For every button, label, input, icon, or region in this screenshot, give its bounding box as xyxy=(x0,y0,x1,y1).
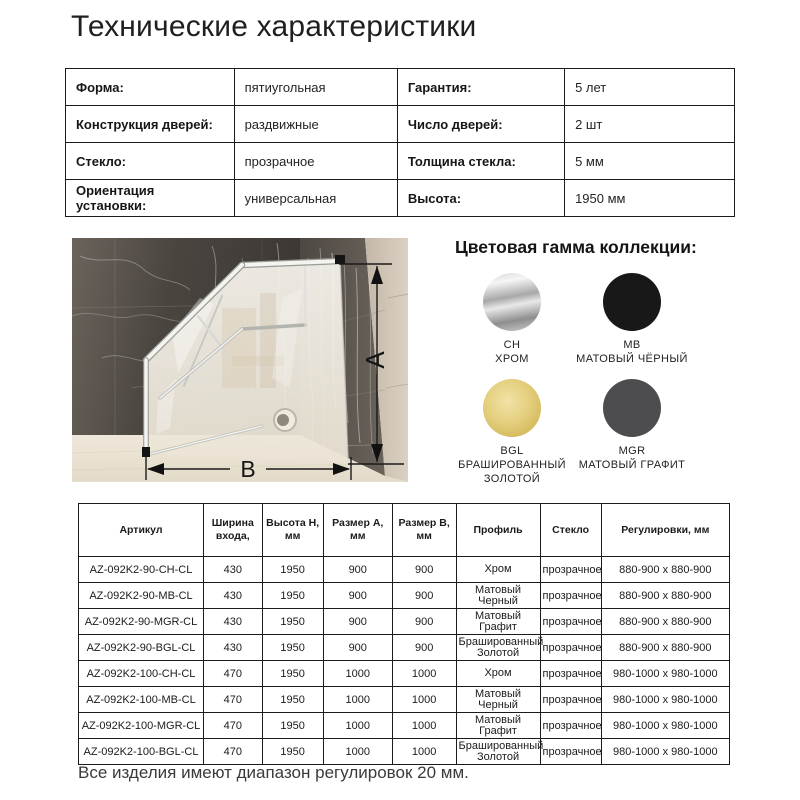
cell-entry-width: 430 xyxy=(203,635,262,661)
column-header: Артикул xyxy=(79,504,204,557)
color-swatch-mgr xyxy=(572,379,692,485)
spec-value: раздвижные xyxy=(234,106,397,143)
drain-hole xyxy=(277,414,289,426)
cell-article: AZ-092K2-100-MGR-CL xyxy=(79,713,204,739)
cell-entry-width: 430 xyxy=(203,557,262,583)
cell-size-b: 900 xyxy=(392,557,456,583)
spec-table xyxy=(65,68,735,217)
table-row xyxy=(79,687,730,713)
swatch-code: MGR xyxy=(618,445,646,457)
cell-entry-width: 470 xyxy=(203,739,262,765)
cell-adjust: 880-900 x 880-900 xyxy=(601,557,729,583)
color-swatch-mb xyxy=(572,273,692,379)
swatch-circle xyxy=(603,273,661,331)
spec-row xyxy=(66,180,735,217)
cell-article: AZ-092K2-100-CH-CL xyxy=(79,661,204,687)
cell-size-a: 900 xyxy=(323,609,392,635)
color-swatch-grid xyxy=(452,273,692,485)
cell-size-a: 900 xyxy=(323,583,392,609)
cell-profile: Матовый Графит xyxy=(456,713,540,739)
cell-glass: прозрачное xyxy=(540,687,601,713)
page-title: Технические характеристики xyxy=(71,10,477,43)
cell-adjust: 980-1000 x 980-1000 xyxy=(601,687,729,713)
swatch-label: MGR МАТОВЫЙ ГРАФИТ xyxy=(573,444,691,472)
cell-entry-width: 470 xyxy=(203,661,262,687)
cell-adjust: 980-1000 x 980-1000 xyxy=(601,713,729,739)
spec-label: Гарантия: xyxy=(397,69,564,106)
spec-table-body xyxy=(66,69,735,217)
spec-value: пятиугольная xyxy=(234,69,397,106)
cell-size-b: 1000 xyxy=(392,739,456,765)
spec-row xyxy=(66,143,735,180)
cell-adjust: 880-900 x 880-900 xyxy=(601,609,729,635)
cell-adjust: 880-900 x 880-900 xyxy=(601,635,729,661)
cell-article: AZ-092K2-100-MB-CL xyxy=(79,687,204,713)
spec-label: Число дверей: xyxy=(397,106,564,143)
cell-size-b: 900 xyxy=(392,635,456,661)
cell-height: 1950 xyxy=(262,661,323,687)
cell-size-b: 1000 xyxy=(392,687,456,713)
table-row xyxy=(79,609,730,635)
cell-adjust: 880-900 x 880-900 xyxy=(601,583,729,609)
cell-size-b: 900 xyxy=(392,583,456,609)
spec-value: 1950 мм xyxy=(565,180,735,217)
shower-enclosure-diagram xyxy=(72,238,408,482)
swatch-label: CH ХРОМ xyxy=(453,338,571,366)
spec-label: Форма: xyxy=(66,69,235,106)
swatch-label: BGL БРАШИРОВАННЫЙ ЗОЛОТОЙ xyxy=(453,444,571,486)
cell-size-b: 1000 xyxy=(392,661,456,687)
cell-profile: Матовый Графит xyxy=(456,609,540,635)
swatch-code: BGL xyxy=(500,445,524,457)
cell-glass: прозрачное xyxy=(540,583,601,609)
products-table xyxy=(78,503,730,765)
swatch-circle xyxy=(483,379,541,437)
spec-label: Конструкция дверей: xyxy=(66,106,235,143)
cell-glass: прозрачное xyxy=(540,557,601,583)
cell-glass: прозрачное xyxy=(540,609,601,635)
spec-row xyxy=(66,106,735,143)
cell-height: 1950 xyxy=(262,739,323,765)
cell-profile: Хром xyxy=(456,557,540,583)
cell-profile: Брашированный Золотой xyxy=(456,739,540,765)
cell-size-a: 1000 xyxy=(323,661,392,687)
cell-profile: Матовый Черный xyxy=(456,583,540,609)
cell-size-b: 900 xyxy=(392,609,456,635)
swatch-circle xyxy=(483,273,541,331)
cell-size-a: 900 xyxy=(323,635,392,661)
cell-article: AZ-092K2-90-CH-CL xyxy=(79,557,204,583)
cell-article: AZ-092K2-100-BGL-CL xyxy=(79,739,204,765)
cell-article: AZ-092K2-90-MB-CL xyxy=(79,583,204,609)
products-table-body xyxy=(79,557,730,765)
table-row xyxy=(79,739,730,765)
spec-row xyxy=(66,69,735,106)
cell-profile: Матовый Черный xyxy=(456,687,540,713)
cell-size-b: 1000 xyxy=(392,713,456,739)
cell-size-a: 1000 xyxy=(323,713,392,739)
frame-end-cap-right xyxy=(335,255,345,264)
table-row xyxy=(79,661,730,687)
dim-a-label: A xyxy=(359,351,390,369)
table-row xyxy=(79,713,730,739)
footer-note: Все изделия имеют диапазон регулировок 20 мм. xyxy=(78,763,469,782)
cell-article: AZ-092K2-90-BGL-CL xyxy=(79,635,204,661)
column-header: Регулировки, мм xyxy=(601,504,729,557)
dim-b-label: B xyxy=(240,456,256,482)
cell-size-a: 1000 xyxy=(323,739,392,765)
color-swatch-ch xyxy=(452,273,572,379)
spec-value: прозрачное xyxy=(234,143,397,180)
swatch-circle xyxy=(603,379,661,437)
spec-label: Толщина стекла: xyxy=(397,143,564,180)
spec-label: Ориентация установки: xyxy=(66,180,235,217)
color-collection-title: Цветовая гамма коллекции: xyxy=(455,237,697,257)
cell-entry-width: 470 xyxy=(203,713,262,739)
spec-value: 5 мм xyxy=(565,143,735,180)
cell-entry-width: 430 xyxy=(203,583,262,609)
spec-value: универсальная xyxy=(234,180,397,217)
cell-entry-width: 430 xyxy=(203,609,262,635)
cell-glass: прозрачное xyxy=(540,713,601,739)
table-row xyxy=(79,635,730,661)
column-header: Стекло xyxy=(540,504,601,557)
spec-label: Стекло: xyxy=(66,143,235,180)
cell-size-a: 1000 xyxy=(323,687,392,713)
column-header: Размер B, мм xyxy=(392,504,456,557)
swatch-code: CH xyxy=(503,339,521,351)
cell-height: 1950 xyxy=(262,713,323,739)
cell-height: 1950 xyxy=(262,557,323,583)
column-header: Размер A, мм xyxy=(323,504,392,557)
cell-adjust: 980-1000 x 980-1000 xyxy=(601,661,729,687)
table-row xyxy=(79,557,730,583)
swatch-code: MB xyxy=(623,339,641,351)
cell-adjust: 980-1000 x 980-1000 xyxy=(601,739,729,765)
cell-height: 1950 xyxy=(262,609,323,635)
cell-height: 1950 xyxy=(262,583,323,609)
spec-value: 2 шт xyxy=(565,106,735,143)
cell-entry-width: 470 xyxy=(203,687,262,713)
column-header: Профиль xyxy=(456,504,540,557)
cell-glass: прозрачное xyxy=(540,661,601,687)
cell-size-a: 900 xyxy=(323,557,392,583)
column-header: Высота H, мм xyxy=(262,504,323,557)
spec-value: 5 лет xyxy=(565,69,735,106)
cell-profile: Брашированный Золотой xyxy=(456,635,540,661)
frame-end-cap-left xyxy=(142,447,150,457)
cell-height: 1950 xyxy=(262,687,323,713)
cell-profile: Хром xyxy=(456,661,540,687)
color-swatch-bgl xyxy=(452,379,572,485)
cell-glass: прозрачное xyxy=(540,635,601,661)
column-header: Ширина входа, xyxy=(203,504,262,557)
cell-glass: прозрачное xyxy=(540,739,601,765)
cell-height: 1950 xyxy=(262,635,323,661)
swatch-label: MB МАТОВЫЙ ЧЁРНЫЙ xyxy=(573,338,691,366)
table-row xyxy=(79,583,730,609)
spec-label: Высота: xyxy=(397,180,564,217)
products-header-row xyxy=(79,504,730,557)
cell-article: AZ-092K2-90-MGR-CL xyxy=(79,609,204,635)
